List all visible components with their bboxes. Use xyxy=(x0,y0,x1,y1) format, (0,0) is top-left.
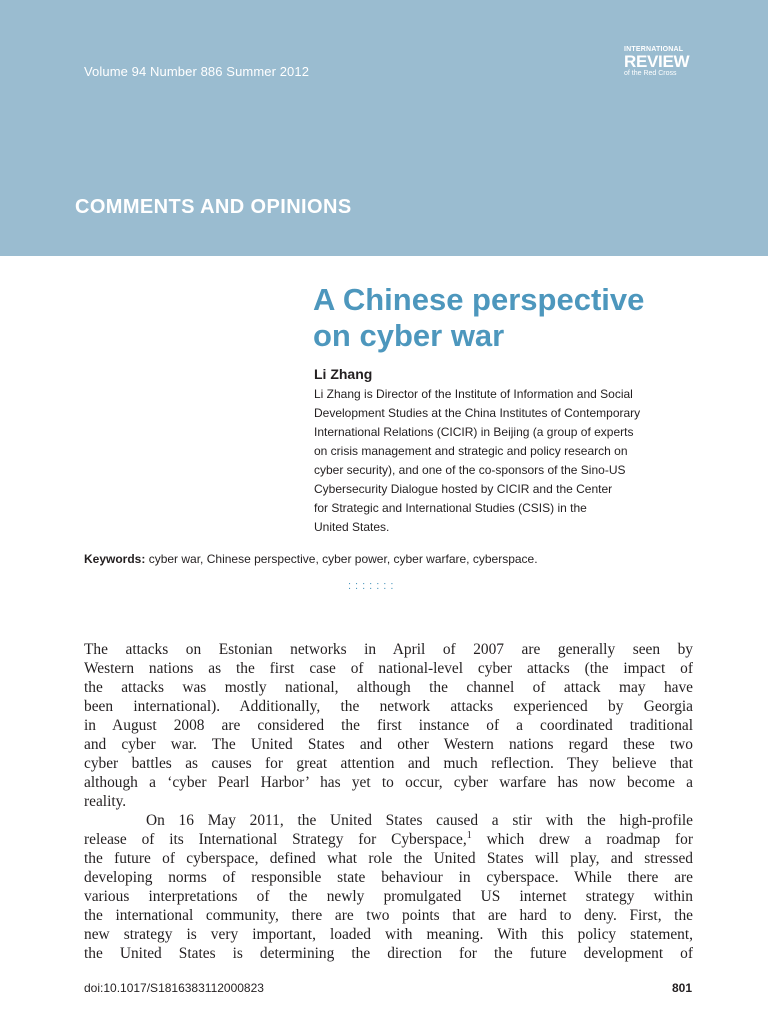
author-bio xyxy=(314,385,684,537)
footnote-ref[interactable]: 1 xyxy=(466,829,472,841)
body-line: and cyber war. The United States and other Western nations regard these two xyxy=(84,736,693,753)
body-line: cyber battles as causes for great attention and much reflection. They believe that xyxy=(84,755,693,772)
body-line: various interpretations of the newly promulgated US internet strategy within xyxy=(84,888,693,905)
volume-info: Volume 94 Number 886 Summer 2012 xyxy=(84,64,310,79)
bio-line: Li Zhang is Director of the Institute of Information and Social xyxy=(314,387,633,401)
logo-line-2: REVIEW xyxy=(624,52,690,71)
logo-line-3: of the Red Cross xyxy=(624,70,677,77)
doi-link[interactable]: doi:10.1017/S1816383112000823 xyxy=(84,981,264,995)
body-line: developing norms of responsible state behaviour in cyberspace. While there are xyxy=(84,869,693,886)
body-line: reality. xyxy=(84,793,127,810)
body-line: although a ‘cyber Pearl Harbor’ has yet to occur, cyber warfare has now become a xyxy=(84,774,693,791)
bio-line: cyber security), and one of the co-sponsors of the Sino-US xyxy=(314,463,626,477)
body-line: the future of cyberspace, defined what role the United States will play, and stressed xyxy=(84,850,693,867)
article-body xyxy=(84,640,693,963)
page-number: 801 xyxy=(672,981,693,995)
body-line: new strategy is very important, loaded with meaning. With this policy statement, xyxy=(84,926,693,943)
body-line: been international). Additionally, the network attacks experienced by Georgia xyxy=(84,698,693,715)
body-line: the attacks was mostly national, although the channel of attack may have xyxy=(84,679,693,696)
body-line-with-footnote xyxy=(84,830,693,849)
bio-line: Cybersecurity Dialogue hosted by CICIR and the Center xyxy=(314,482,613,496)
body-line: On 16 May 2011, the United States caused a stir with the high-profile xyxy=(146,812,693,829)
author-name: Li Zhang xyxy=(314,366,373,382)
bio-line: for Strategic and International Studies (CSIS) in the xyxy=(314,501,587,515)
body-line: the United States is determining the direction for the future development of xyxy=(84,945,693,962)
keywords-label: Keywords: xyxy=(84,552,146,566)
bio-line: International Relations (CICIR) in Beijing (a group of experts xyxy=(314,425,634,439)
keywords-list: cyber war, Chinese perspective, cyber power, cyber warfare, cyberspace. xyxy=(148,552,538,566)
bio-line: on crisis management and strategic and policy research on xyxy=(314,444,628,458)
journal-header xyxy=(0,0,768,256)
section-divider: ::::::: xyxy=(348,580,398,592)
keywords xyxy=(84,552,704,566)
body-line: in August 2008 are considered the first instance of a coordinated traditional xyxy=(84,717,693,734)
journal-logo xyxy=(624,46,704,78)
title-line: on cyber war xyxy=(313,318,505,353)
title-line: A Chinese perspective xyxy=(313,282,645,317)
bio-line: Development Studies at the China Institutes of Contemporary xyxy=(314,406,641,420)
logo-line-1: INTERNATIONAL xyxy=(624,46,684,53)
article-title xyxy=(313,282,733,354)
body-line-text: release of its International Strategy for Cyberspace, xyxy=(84,831,467,848)
section-title: COMMENTS AND OPINIONS xyxy=(75,196,352,218)
body-line: The attacks on Estonian networks in April of 2007 are generally seen by xyxy=(84,641,693,658)
body-line-tail: which drew a roadmap for xyxy=(471,831,693,848)
bio-line: United States. xyxy=(314,520,390,534)
body-line: Western nations as the first case of national-level cyber attacks (the impact of xyxy=(84,660,693,677)
body-line: the international community, there are two points that are hard to deny. First, the xyxy=(84,907,693,924)
